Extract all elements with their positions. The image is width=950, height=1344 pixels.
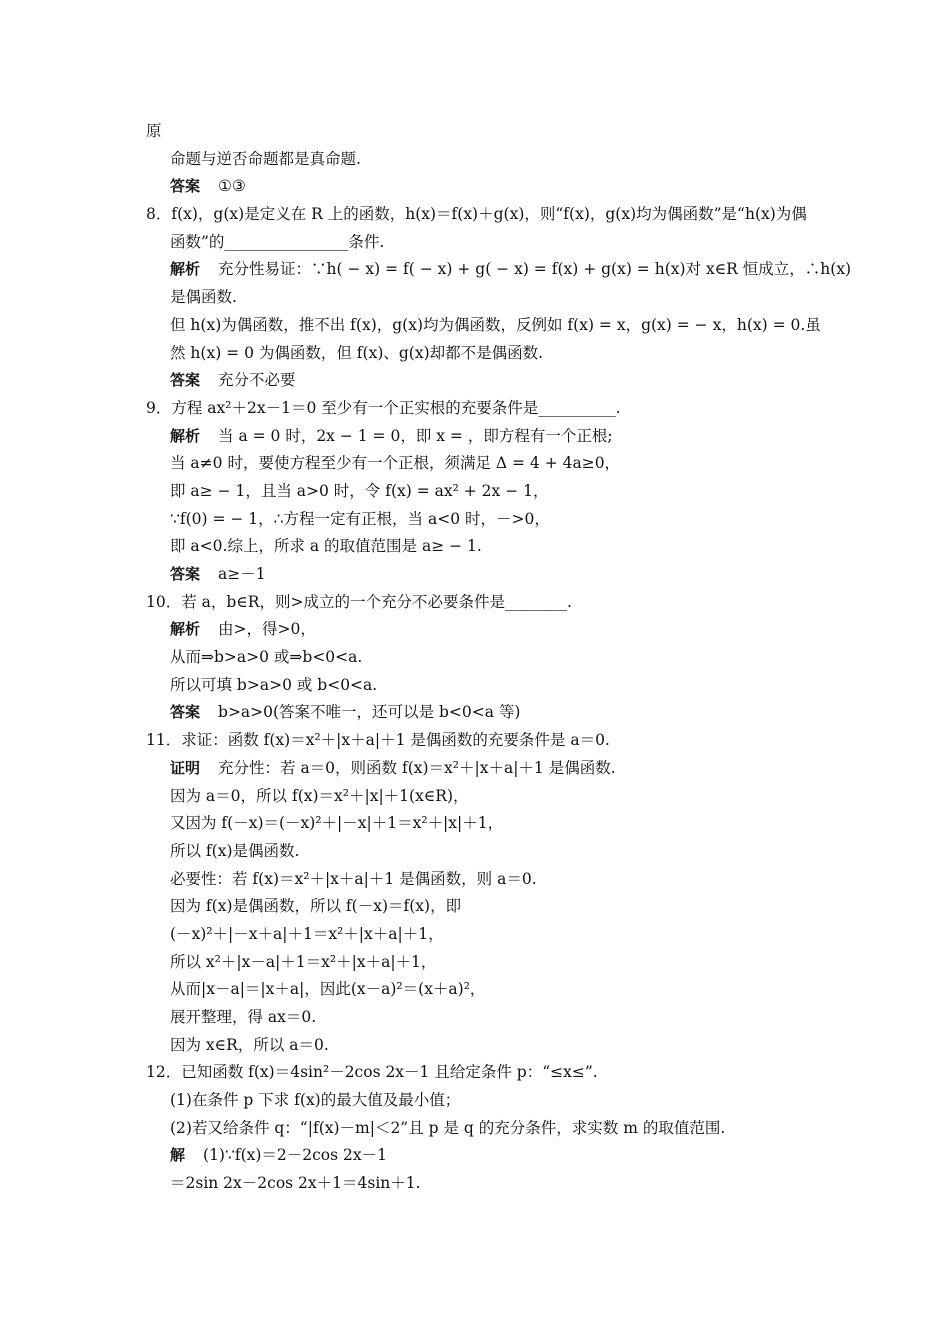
line-text: ①③	[218, 177, 246, 196]
text-line	[146, 644, 846, 672]
text-line	[146, 893, 846, 921]
text-line	[146, 616, 846, 644]
section-label: 答案	[170, 565, 201, 583]
text-line	[146, 450, 846, 478]
line-text: 由>，得>0，	[218, 620, 316, 639]
text-line	[146, 838, 846, 866]
section-label: 答案	[170, 177, 201, 196]
line-text: 所以 x²＋|x－a|＋1＝x²＋|x＋a|＋1，	[170, 952, 437, 971]
section-label: 解析	[170, 620, 201, 639]
line-text: (2)若又给条件 q：“|f(x)－m|＜2”且 p 是 q 的充分条件，求实数 m 的取值范围.	[170, 1118, 726, 1137]
line-text: 12．已知函数 f(x)＝4sin²－2cos 2x－1 且给定条件 p：“≤x≤”.	[146, 1063, 598, 1082]
text-line	[146, 1059, 846, 1087]
text-line	[146, 1170, 846, 1198]
line-text: (1)在条件 p 下求 f(x)的最大值及最小值；	[170, 1091, 461, 1110]
line-text: 但 h(x)为偶函数，推不出 f(x)，g(x)均为偶函数，反例如 f(x) = x，g(x) = − x，h(x) = 0.虽	[170, 315, 821, 334]
line-text: 所以可填 b>a>0 或 b<0<a.	[170, 675, 378, 694]
text-line	[146, 810, 846, 838]
line-text: 函数”的________________条件.	[170, 232, 385, 251]
line-text: 10．若 a，b∈R，则>成立的一个充分不必要条件是________.	[146, 592, 572, 611]
text-line	[146, 561, 846, 589]
line-text: 充分性易证：∵h( − x) = f( − x) + g( − x) = f(x) + g(x) = h(x)对 x∈R 恒成立，∴h(x)	[218, 260, 852, 279]
text-line	[146, 256, 852, 284]
line-text: ＝2sin 2x－2cos 2x＋1＝4sin＋1.	[170, 1174, 421, 1193]
line-text: 11．求证：函数 f(x)＝x²＋|x＋a|＋1 是偶函数的充要条件是 a＝0.	[146, 731, 610, 750]
text-line	[146, 672, 846, 700]
line-text: 展开整理，得 ax＝0.	[170, 1008, 317, 1026]
text-line	[146, 1142, 846, 1170]
text-line	[146, 146, 846, 174]
line-text: 即 a<0.综上，所求 a 的取值范围是 a≥ − 1.	[170, 537, 482, 556]
text-line	[146, 921, 846, 949]
section-label: 答案	[170, 703, 201, 722]
section-label: 答案	[170, 371, 201, 390]
line-text: 命题与逆否命题都是真命题.	[170, 149, 361, 168]
text-line	[146, 312, 846, 340]
line-text: 原	[146, 122, 162, 140]
text-line	[146, 478, 846, 506]
line-text: 必要性：若 f(x)＝x²＋|x＋a|＋1 是偶函数，则 a＝0.	[170, 869, 537, 888]
text-line	[146, 284, 846, 312]
text-line	[146, 866, 846, 894]
line-text: (－x)²＋|－x＋a|＋1＝x²＋|x＋a|＋1，	[170, 924, 444, 943]
line-text: 因为 x∈R，所以 a＝0.	[170, 1035, 329, 1054]
document-body	[146, 118, 852, 1198]
text-line	[146, 699, 846, 727]
text-line	[146, 340, 846, 368]
line-text: 又因为 f(－x)＝(－x)²＋|－x|＋1＝x²＋|x|＋1，	[170, 814, 504, 833]
text-line	[146, 367, 846, 395]
text-line	[146, 1115, 846, 1143]
text-line	[146, 533, 846, 561]
line-text: 即 a≥ − 1，且当 a>0 时，令 f(x) = ax² + 2x − 1，	[170, 481, 549, 500]
text-line	[146, 201, 846, 229]
line-text: (1)∵f(x)＝2－2cos 2x－1	[203, 1146, 387, 1165]
section-label: 证明	[170, 758, 201, 777]
text-line	[146, 118, 846, 146]
text-line	[146, 423, 846, 451]
line-text: 所以 f(x)是偶函数.	[170, 841, 300, 860]
text-line	[146, 727, 846, 755]
line-text: 从而|x－a|＝|x＋a|，因此(x－a)²＝(x＋a)²，	[170, 980, 486, 999]
line-text: 充分性：若 a＝0，则函数 f(x)＝x²＋|x＋a|＋1 是偶函数.	[218, 758, 616, 777]
text-line	[146, 1032, 846, 1060]
text-line	[146, 949, 846, 977]
line-text: b>a>0(答案不唯一，还可以是 b<0<a 等)	[218, 703, 521, 722]
line-text: 然 h(x) = 0 为偶函数，但 f(x)、g(x)却都不是偶函数.	[170, 343, 544, 362]
text-line	[146, 783, 846, 811]
text-line	[146, 229, 846, 257]
line-text: 充分不必要	[218, 371, 296, 390]
line-text: 从而⇒b>a>0 或⇒b<0<a.	[170, 648, 363, 667]
line-text: 当 a = 0 时，2x − 1 = 0，即 x = ，即方程有一个正根;	[218, 426, 613, 445]
line-text: a≥－1	[218, 565, 266, 583]
section-label: 解析	[170, 426, 201, 445]
section-label: 解	[170, 1146, 186, 1165]
line-text: 当 a≠0 时，要使方程至少有一个正根，须满足 Δ = 4 + 4a≥0，	[170, 454, 621, 473]
text-line	[146, 589, 846, 617]
text-line	[146, 1087, 846, 1115]
line-text: 是偶函数.	[170, 288, 237, 307]
line-text: 9．方程 ax²＋2x－1＝0 至少有一个正实根的充要条件是__________.	[146, 398, 621, 417]
text-line	[146, 395, 846, 423]
line-text: ∵f(0) = − 1，∴方程一定有正根，当 a<0 时，－>0，	[170, 509, 550, 528]
section-label: 解析	[170, 260, 201, 279]
text-line	[146, 976, 846, 1004]
text-line	[146, 506, 846, 534]
text-line	[146, 1004, 846, 1032]
text-line	[146, 173, 846, 201]
line-text: 8．f(x)，g(x)是定义在 R 上的函数，h(x)＝f(x)＋g(x)，则“f(x)，g(x)均为偶函数”是“h(x)为偶	[146, 205, 807, 224]
line-text: 因为 a＝0，所以 f(x)＝x²＋|x|＋1(x∈R)，	[170, 786, 469, 805]
text-line	[146, 755, 846, 783]
line-text: 因为 f(x)是偶函数，所以 f(－x)＝f(x)，即	[170, 897, 462, 916]
